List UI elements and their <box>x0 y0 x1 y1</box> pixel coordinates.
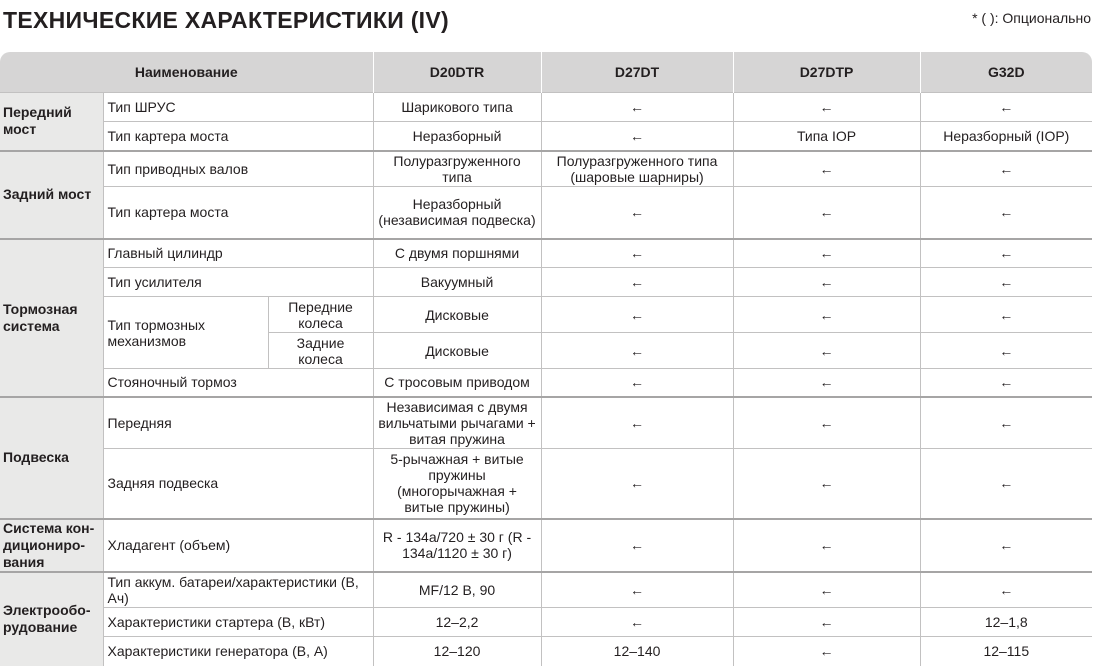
cell-value: Независимая с двумя вильчатыми рычагами + витая пружина <box>373 397 541 449</box>
cell-value: ← <box>920 239 1092 268</box>
row-label: Тип тормозных механизмов <box>103 297 268 369</box>
row-label: Характеристики генератора (В, А) <box>103 637 373 666</box>
cell-value: Полуразгруженного типа <box>373 151 541 187</box>
table-row <box>0 268 1092 297</box>
row-label: Тип ШРУС <box>103 93 373 122</box>
row-label: Хладагент (объем) <box>103 519 373 572</box>
cell-value: ← <box>733 151 920 187</box>
cell-value: С двумя поршнями <box>373 239 541 268</box>
cell-value: Вакуумный <box>373 268 541 297</box>
cell-value: Дисковые <box>373 333 541 369</box>
row-label: Тип аккум. батареи/характеристики (В, Ач) <box>103 572 373 608</box>
cell-value: ← <box>541 608 733 637</box>
cell-value: ← <box>920 151 1092 187</box>
table-row <box>0 449 1092 519</box>
header-model: D27DT <box>541 52 733 93</box>
cell-value: Дисковые <box>373 297 541 333</box>
cell-value: Неразборный (IOP) <box>920 122 1092 151</box>
group-label: Тормозная система <box>0 239 103 397</box>
header-name: Наименование <box>0 52 373 93</box>
table-row <box>0 572 1092 608</box>
table-row <box>0 608 1092 637</box>
cell-value: ← <box>541 333 733 369</box>
cell-value: Неразборный (независимая подвеска) <box>373 187 541 239</box>
cell-value: ← <box>733 239 920 268</box>
group-label: Подвеска <box>0 397 103 519</box>
header-model: G32D <box>920 52 1092 93</box>
cell-value: ← <box>541 449 733 519</box>
cell-value: ← <box>733 572 920 608</box>
cell-value: ← <box>541 187 733 239</box>
row-sublabel: Передние колеса <box>268 297 373 333</box>
cell-value: 12–140 <box>541 637 733 666</box>
cell-value: ← <box>920 369 1092 397</box>
spec-table <box>0 52 1092 666</box>
row-label: Тип картера моста <box>103 187 373 239</box>
cell-value: ← <box>920 449 1092 519</box>
cell-value: ← <box>733 608 920 637</box>
cell-value: ← <box>920 397 1092 449</box>
page-title: ТЕХНИЧЕСКИЕ ХАРАКТЕРИСТИКИ (IV) <box>3 7 449 33</box>
table-row <box>0 397 1092 449</box>
cell-value: ← <box>733 268 920 297</box>
cell-value: 12–115 <box>920 637 1092 666</box>
table-row <box>0 519 1092 572</box>
cell-value: ← <box>733 449 920 519</box>
row-label: Задняя подвеска <box>103 449 373 519</box>
table-row <box>0 151 1092 187</box>
cell-value: Неразборный <box>373 122 541 151</box>
cell-value: ← <box>920 519 1092 572</box>
row-label: Передняя <box>103 397 373 449</box>
cell-value: ← <box>733 637 920 666</box>
cell-value: ← <box>920 93 1092 122</box>
optional-note: * ( ): Опционально <box>972 10 1091 26</box>
cell-value: ← <box>733 333 920 369</box>
row-label: Главный цилиндр <box>103 239 373 268</box>
table-row <box>0 637 1092 666</box>
row-label: Стояночный тормоз <box>103 369 373 397</box>
cell-value: ← <box>541 369 733 397</box>
table-row <box>0 239 1092 268</box>
cell-value: MF/12 В, 90 <box>373 572 541 608</box>
cell-value: ← <box>541 297 733 333</box>
cell-value: ← <box>733 519 920 572</box>
cell-value: ← <box>733 187 920 239</box>
row-label: Характеристики стартера (В, кВт) <box>103 608 373 637</box>
group-label: Передний мост <box>0 93 103 151</box>
spec-table-wrapper <box>0 52 1092 666</box>
cell-value: 12–120 <box>373 637 541 666</box>
table-row <box>0 369 1092 397</box>
cell-value: ← <box>733 369 920 397</box>
cell-value: ← <box>920 187 1092 239</box>
group-label: Задний мост <box>0 151 103 239</box>
cell-value: ← <box>733 297 920 333</box>
cell-value: С тросовым приводом <box>373 369 541 397</box>
cell-value: ← <box>733 93 920 122</box>
cell-value: ← <box>920 572 1092 608</box>
table-row <box>0 122 1092 151</box>
table-row <box>0 187 1092 239</box>
cell-value: ← <box>541 519 733 572</box>
cell-value: ← <box>920 297 1092 333</box>
cell-value: 5-рычажная + витые пружины (многорычажная + витые пружины) <box>373 449 541 519</box>
cell-value: ← <box>541 268 733 297</box>
cell-value: ← <box>733 397 920 449</box>
cell-value: 12–2,2 <box>373 608 541 637</box>
group-label: Система кон-дициониро-вания <box>0 519 103 572</box>
table-row <box>0 297 1092 333</box>
row-label: Тип картера моста <box>103 122 373 151</box>
row-label: Тип усилителя <box>103 268 373 297</box>
cell-value: R - 134a/720 ± 30 г (R - 134a/1120 ± 30 г) <box>373 519 541 572</box>
cell-value: Шарикового типа <box>373 93 541 122</box>
cell-value: ← <box>920 333 1092 369</box>
row-label: Тип приводных валов <box>103 151 373 187</box>
cell-value: ← <box>541 122 733 151</box>
cell-value: ← <box>541 93 733 122</box>
cell-value: Полуразгруженного типа (шаровые шарниры) <box>541 151 733 187</box>
header-model: D27DTP <box>733 52 920 93</box>
cell-value: ← <box>541 572 733 608</box>
cell-value: Типа IOP <box>733 122 920 151</box>
header-row <box>0 52 1092 93</box>
header-model: D20DTR <box>373 52 541 93</box>
cell-value: ← <box>541 397 733 449</box>
group-label: Электрообо-рудование <box>0 572 103 666</box>
cell-value: ← <box>541 239 733 268</box>
row-sublabel: Задние колеса <box>268 333 373 369</box>
cell-value: 12–1,8 <box>920 608 1092 637</box>
cell-value: ← <box>920 268 1092 297</box>
table-row <box>0 93 1092 122</box>
